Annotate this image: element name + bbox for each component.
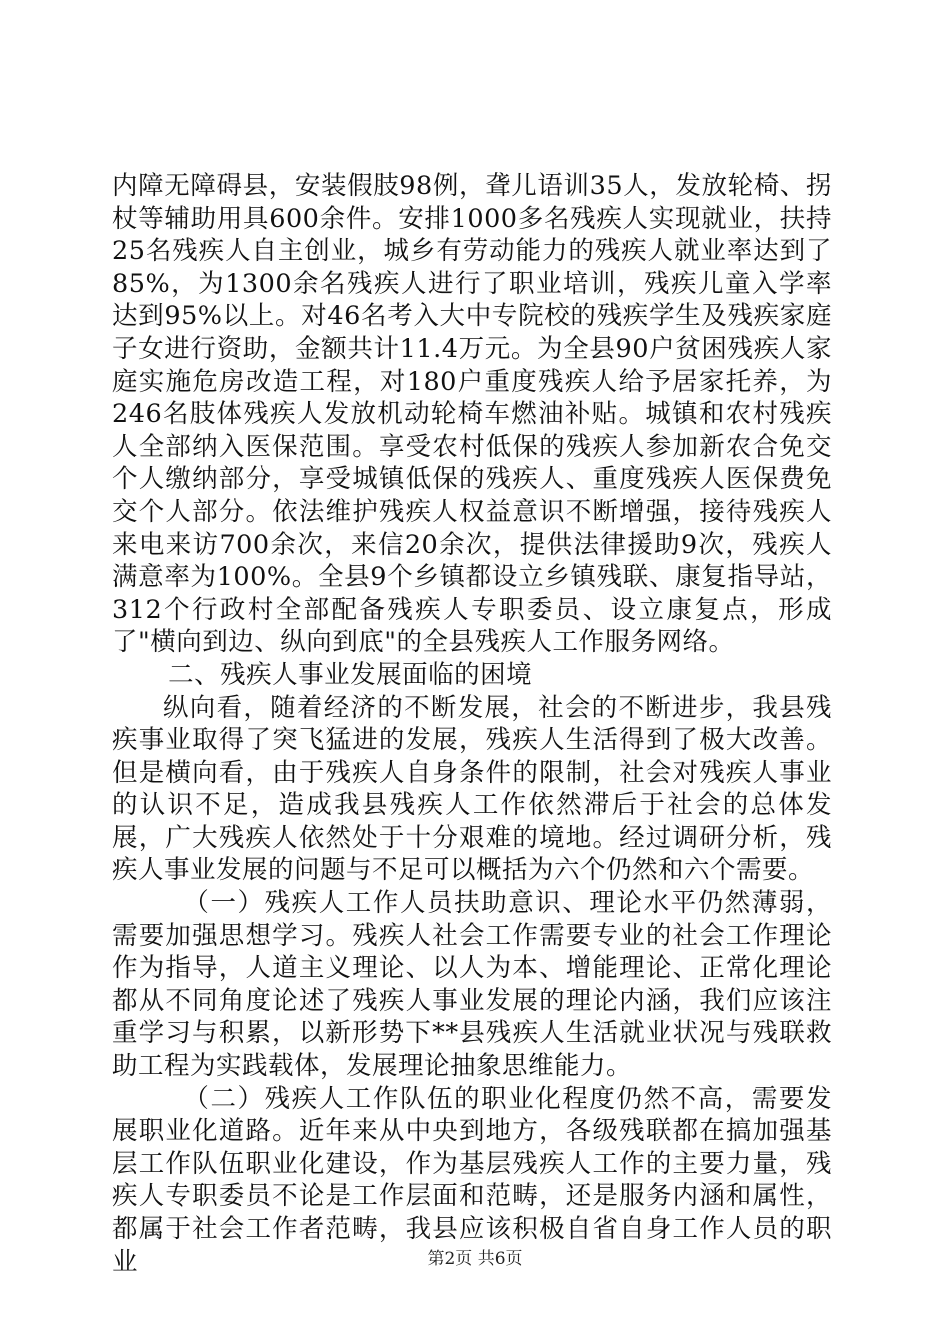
document-body <box>112 170 832 1278</box>
paragraph-continued: 内障无障碍县，安装假肢98例，聋儿语训35人，发放轮椅、拐杖等辅助用具600余件。安排1000多名残疾人实现就业，扶持25名残疾人自主创业，城乡有劳动能力的残疾人就业率达到了85%，为1300余名残疾人进行了职业培训，残疾儿童入学率达到95%以上。对46名考入大中专院校的残疾学生及残疾家庭子女进行资助，金额共计11.4万元。为全县90户贫困残疾人家庭实施危房改造工程，对180户重度残疾人给予居家托养，为246名肢体残疾人发放机动轮椅车燃油补贴。城镇和农村残疾人全部纳入医保范围。享受农村低保的残疾人参加新农合免交个人缴纳部分，享受城镇低保的残疾人、重度残疾人医保费免交个人部分。依法维护残疾人权益意识不断增强，接待残疾人来电来访700余次，来信20余次，提供法律援助9次，残疾人满意率为100%。全县9个乡镇都设立乡镇残联、康复指导站，312个行政村全部配备残疾人专职委员、设立康复点，形成了"横向到边、纵向到底"的全县残疾人工作服务网络。 <box>112 171 832 658</box>
paragraph-item-1: （一）残疾人工作人员扶助意识、理论水平仍然薄弱，需要加强思想学习。残疾人社会工作需要专业的社会工作理论作为指导，人道主义理论、以人为本、增能理论、正常化理论都从不同角度论述了残疾人事业发展的理论内涵，我们应该注重学习与积累，以新形势下**县残疾人生活就业状况与残联救助工程为实践载体，发展理论抽象思维能力。 <box>112 888 832 1082</box>
page-footer: 第2页 共6页 <box>427 1249 523 1269</box>
section-heading: 二、残疾人事业发展面临的困境 <box>168 659 533 690</box>
paragraph-item-2: （二）残疾人工作队伍的职业化程度仍然不高，需要发展职业化道路。近年来从中央到地方，各级残联都在搞加强基层工作队伍职业化建设，作为基层残疾人工作的主要力量，残疾人专职委员不论是工作层面和范畴，还是服务内涵和属性，都属于社会工作者范畴，我县应该积极自省自身工作人员的职业 <box>112 1083 832 1277</box>
paragraph-overview: 纵向看，随着经济的不断发展，社会的不断进步，我县残疾事业取得了突飞猛进的发展，残疾人生活得到了极大改善。但是横向看，由于残疾人自身条件的限制，社会对残疾人事业的认识不足，造成我县残疾人工作依然滞后于社会的总体发展，广大残疾人依然处于十分艰难的境地。经过调研分析，残疾人事业发展的问题与不足可以概括为六个仍然和六个需要。 <box>112 692 832 886</box>
